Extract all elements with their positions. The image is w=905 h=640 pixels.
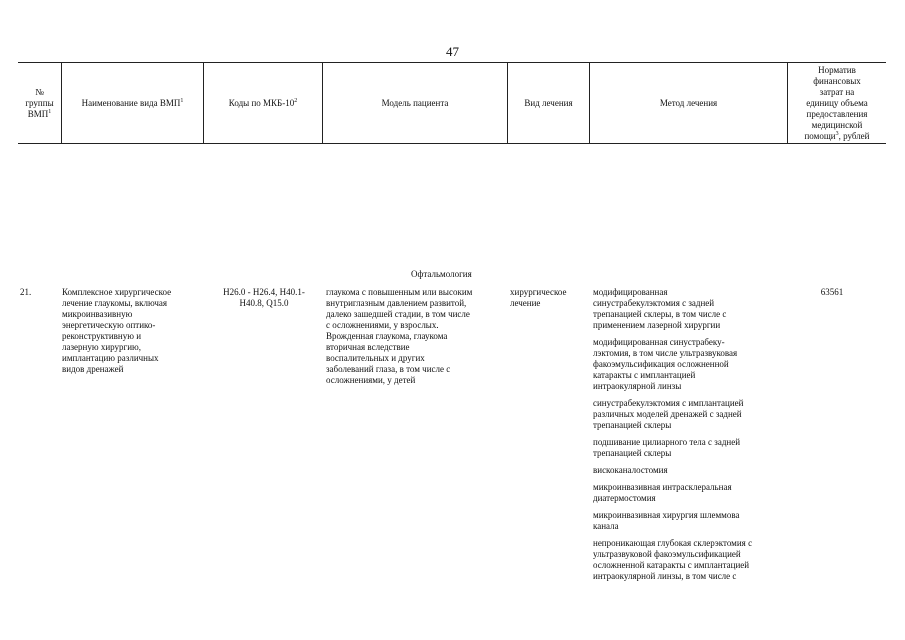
treatment-method-line: трепанацией склеры [593, 448, 672, 458]
treatment-methods-cell [593, 287, 798, 588]
header-treatment-method: Метод лечения [659, 97, 718, 108]
patient-model-line: внутриглазным давлением развитой, [326, 298, 467, 308]
treatment-method-line: факоэмульсификация осложненной [593, 359, 729, 369]
vmp-name-line: видов дренажей [62, 364, 124, 374]
group-number: 21. [20, 287, 32, 297]
table-header-bottom-border [18, 143, 886, 144]
treatment-method-line: канала [593, 521, 619, 531]
patient-model-line: далеко зашедшей стадии, в том числе [326, 309, 470, 319]
treatment-method-item [593, 510, 798, 532]
treatment-method-line: катаракты с имплантацией [593, 370, 696, 380]
treatment-method-item [593, 437, 798, 459]
treatment-method-line: непроникающая глубокая склерэктомия с [593, 538, 753, 548]
header-patient-model: Модель пациента [381, 97, 449, 108]
patient-model-cell [326, 287, 516, 386]
treatment-method-line: модифицированная [593, 287, 668, 297]
vmp-name-line: Комплексное хирургическое [62, 287, 172, 297]
icd-codes-cell [212, 287, 316, 309]
treatment-method-line: трепанацией склеры [593, 420, 672, 430]
treatment-method-item [593, 337, 798, 392]
treatment-type-line: лечение [510, 298, 541, 308]
header-vmp-name: Наименование вида ВМП$^1$ [81, 97, 184, 108]
treatment-method-item [593, 287, 798, 331]
header-treatment-type: Вид лечения [524, 97, 573, 108]
header-icd-codes: Коды по МКБ-$10^2$ [228, 97, 298, 108]
vmp-name-cell [62, 287, 212, 375]
vmp-name-line: имплантацию различных [62, 353, 159, 363]
treatment-method-line: синустрабекулэктомия с задней [593, 298, 715, 308]
treatment-method-item [593, 398, 798, 431]
patient-model-line: вторичная вследствие [326, 342, 410, 352]
treatment-method-line: вискоканалостомия [593, 465, 668, 475]
header-group-number: № группы ВМП$^1$ [25, 86, 54, 119]
treatment-method-line: осложненной катаракты с имплантацией [593, 560, 750, 570]
treatment-method-line: лэктомия, в том числе ультразвуковая [593, 348, 738, 358]
section-title: Офтальмология [411, 269, 472, 279]
patient-model-line: заболеваний глаза, в том числе с [326, 364, 451, 374]
vmp-name-line: реконструктивную и [62, 331, 142, 341]
treatment-method-line: диатермостомия [593, 493, 656, 503]
patient-model-line: с осложнениями, у взрослых. [326, 320, 439, 330]
vmp-name-line: лечение глаукомы, включая [62, 298, 168, 308]
treatment-type-cell [510, 287, 590, 309]
treatment-method-line: ультразвуковой факоэмульсификацией [593, 549, 741, 559]
patient-model-line: глаукома с повышенным или высоким [326, 287, 473, 297]
treatment-method-line: синустрабекулэктомия с имплантацией [593, 398, 744, 408]
treatment-method-line: интраокулярной линзы [593, 381, 682, 391]
treatment-method-item [593, 538, 798, 582]
patient-model-line: осложнениями, у детей [326, 375, 416, 385]
icd-code-line: H40.8, Q15.0 [239, 298, 289, 308]
treatment-method-line: модифицированная синустрабеку- [593, 337, 725, 347]
treatment-method-line: микроинвазивная хирургия шлеммова [593, 510, 740, 520]
treatment-method-line: микроинвазивная интрасклеральная [593, 482, 732, 492]
page-number: 47 [446, 44, 459, 59]
treatment-method-line: различных моделей дренажей с задней [593, 409, 742, 419]
financial-norm-value: 63561 [820, 287, 844, 297]
vmp-name-line: микроинвазивную [62, 309, 133, 319]
vmp-name-line: энергетическую оптико- [62, 320, 156, 330]
treatment-method-line: подшивание цилиарного тела с задней [593, 437, 741, 447]
header-financial-norm: Норматив финансовых затрат на единицу объема предоставления медицинской помощи$^3$, рублей [804, 64, 870, 141]
treatment-method-line: трепанацией склеры, в том числе с [593, 309, 727, 319]
icd-code-line: H26.0 - H26.4, H40.1- [223, 287, 305, 297]
treatment-method-line: интраокулярной линзы, в том числе с [593, 571, 737, 581]
patient-model-line: Врожденная глаукома, глаукома [326, 331, 448, 341]
treatment-method-line: применением лазерной хирургии [593, 320, 721, 330]
treatment-type-line: хирургическое [510, 287, 567, 297]
treatment-method-item [593, 482, 798, 504]
patient-model-line: воспалительных и других [326, 353, 425, 363]
treatment-method-item [593, 465, 798, 476]
vmp-name-line: лазерную хирургию, [62, 342, 142, 352]
